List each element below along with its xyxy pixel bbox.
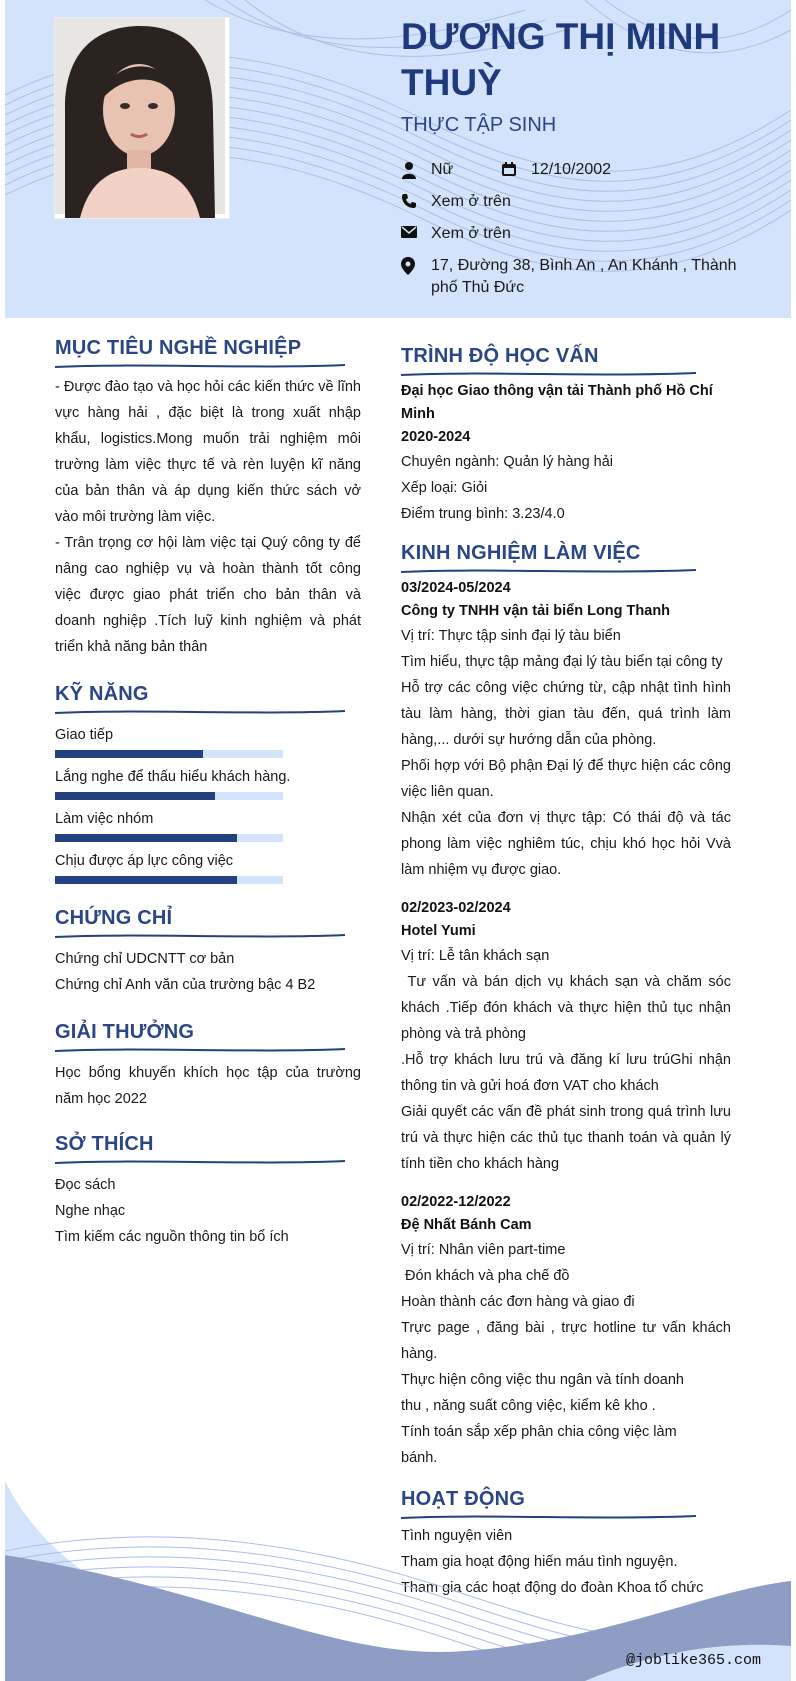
education-rank: Xếp loại: Giỏi	[401, 480, 488, 496]
birthdate-value: 12/10/2002	[531, 161, 612, 178]
awards-section	[55, 1020, 361, 1112]
activity-item: Tham gia các hoạt động do đoàn Khoa tổ chức	[401, 1580, 704, 1596]
section-underline	[55, 1158, 345, 1166]
section-underline	[55, 708, 345, 716]
hobbies-section	[55, 1132, 361, 1250]
education-section	[401, 344, 731, 527]
skill-label: Làm việc nhóm	[55, 811, 154, 827]
objective-title: MỤC TIÊU NGHỀ NGHIỆP	[55, 337, 302, 359]
job-period: 03/2024-05/2024	[401, 580, 511, 596]
objective-paragraph-1: - Được đào tạo và học hỏi các kiến thức về lĩnh vực hàng hải , đặc biệt là trong xuất nhập khẩu, logistics.Mong muốn trải nghiệm môi trường làm việc thực tế và rèn luyện kĩ năng của bản thân và áp dụng kiến thức sách vở vào môi trường làm việc.	[55, 379, 361, 525]
hobby-item: Nghe nhạc	[55, 1203, 126, 1219]
email-row	[401, 223, 511, 245]
job-line: .Hỗ trợ khách lưu trú và đăng kí lưu trúGhi nhận thông tin và gửi hoá đơn VAT cho khách	[401, 1052, 731, 1094]
certificate-item: Chứng chỉ UDCNTT cơ bản	[55, 951, 235, 967]
section-underline	[55, 362, 345, 370]
address-row	[401, 255, 771, 299]
job-line: Hoàn thành các đơn hàng và giao đi	[401, 1294, 635, 1310]
job-line: Vị trí: Thực tập sinh đại lý tàu biển	[401, 628, 621, 644]
job-company: Hotel Yumi	[401, 923, 476, 939]
job-period: 02/2022-12/2022	[401, 1194, 511, 1210]
skills-section	[55, 682, 361, 884]
email-value: Xem ở trên	[431, 225, 511, 242]
skill-label: Lắng nghe để thấu hiểu khách hàng.	[55, 769, 291, 785]
skill-item	[55, 724, 361, 758]
phone-value: Xem ở trên	[431, 193, 511, 210]
skill-bar-fill	[55, 876, 237, 884]
skills-title: KỸ NĂNG	[55, 683, 149, 705]
education-school: Đại học Giao thông vận tải Thành phố Hồ Chí Minh	[401, 383, 713, 422]
job-line: Vị trí: Nhân viên part-time	[401, 1242, 566, 1258]
job-line: Hỗ trợ các công việc chứng từ, cập nhật tình hình tàu làm hàng, thời gian tàu đến, quá trình làm hàng,... dưới sự hướng dẫn của phòng.	[401, 680, 731, 748]
job-line: Vị trí: Lễ tân khách sạn	[401, 948, 550, 964]
job-entry	[401, 577, 731, 883]
birthdate-row	[501, 159, 611, 181]
job-line: bánh.	[401, 1450, 438, 1466]
job-line: Trực page , đăng bài , trực hotline tư vấn khách hàng.	[401, 1320, 731, 1362]
address-value: 17, Đường 38, Bình An , An Khánh , Thành phố Thủ Đức	[431, 257, 737, 296]
skill-item	[55, 808, 361, 842]
objective-section	[55, 336, 361, 660]
job-line: Giải quyết các vấn đề phát sinh trong quá trình lưu trú và thực hiện các thủ tục thanh toán và quản lý tính tiền cho khách hàng	[401, 1104, 731, 1172]
skill-bar	[55, 792, 283, 800]
user-icon	[401, 161, 419, 179]
objective-paragraph-2: - Trân trọng cơ hội làm việc tại Quý công ty để nâng cao nghiệp vụ và hoàn thành tốt công việc được giao phát triển cho bản thân và doanh nghiệp .Tích luỹ kinh nghiệm và phát triển khả năng bản thân	[55, 535, 361, 655]
activity-item: Tình nguyện viên	[401, 1528, 513, 1544]
skill-label: Giao tiếp	[55, 727, 114, 743]
cv-page	[5, 0, 791, 1681]
phone-row	[401, 191, 511, 213]
skills-list	[55, 724, 361, 884]
job-line: Đón khách và pha chế đồ	[401, 1268, 570, 1284]
experience-title: KINH NGHIỆM LÀM VIỆC	[401, 542, 641, 564]
skill-bar	[55, 834, 283, 842]
job-company: Công ty TNHH vận tải biển Long Thanh	[401, 603, 671, 619]
left-column	[55, 336, 361, 1250]
cv-header	[5, 0, 791, 318]
job-line: Tính toán sắp xếp phân chia công việc làm	[401, 1424, 677, 1440]
education-gpa: Điểm trung bình: 3.23/4.0	[401, 506, 565, 522]
education-major: Chuyên ngành: Quản lý hàng hải	[401, 454, 614, 470]
section-underline	[401, 567, 696, 575]
section-underline	[55, 1046, 345, 1054]
skill-item	[55, 766, 361, 800]
job-entry	[401, 897, 736, 1177]
skill-bar-fill	[55, 750, 203, 758]
skill-bar	[55, 876, 283, 884]
job-line: Phối hợp với Bộ phận Đại lý để thực hiện các công việc liên quan.	[401, 758, 731, 800]
activity-item: Tham gia hoạt động hiến máu tình nguyện.	[401, 1554, 678, 1570]
awards-title: GIẢI THƯỞNG	[55, 1021, 195, 1043]
skill-label: Chịu được áp lực công việc	[55, 853, 234, 869]
watermark: @joblike365.com	[625, 1652, 761, 1669]
hobby-item: Đọc sách	[55, 1177, 116, 1193]
job-entry	[401, 1191, 731, 1471]
job-line: Tìm hiểu, thực tập mảng đại lý tàu biển tại công ty	[401, 654, 723, 670]
job-company: Đệ Nhất Bánh Cam	[401, 1217, 532, 1233]
skill-bar-fill	[55, 834, 237, 842]
job-line: thu , năng suất công việc, kiểm kê kho .	[401, 1398, 656, 1414]
award-item: Học bổng khuyến khích học tập của trường năm học 2022	[55, 1065, 361, 1107]
map-pin-icon	[401, 257, 419, 275]
section-underline	[401, 370, 696, 378]
footer-wave-decoration	[5, 1481, 791, 1681]
certificates-title: CHỨNG CHỈ	[55, 907, 173, 929]
skill-bar-fill	[55, 792, 215, 800]
skill-bar	[55, 750, 283, 758]
gender-value: Nữ	[431, 161, 454, 178]
section-underline	[55, 932, 345, 940]
job-line: Thực hiện công việc thu ngân và tính doanh	[401, 1372, 684, 1388]
skill-item	[55, 850, 361, 884]
profile-photo	[55, 18, 229, 218]
calendar-icon	[501, 161, 519, 179]
envelope-icon	[401, 225, 419, 243]
job-line: Nhận xét của đơn vị thực tập: Có thái độ và tác phong làm việc nghiêm túc, chịu khó học hỏi Vvà làm nhiệm vụ được giao.	[401, 810, 731, 878]
hobbies-title: SỞ THÍCH	[55, 1133, 154, 1155]
certificate-item: Chứng chỉ Anh văn của trường bậc 4 B2	[55, 977, 316, 993]
education-years: 2020-2024	[401, 429, 471, 445]
education-title: TRÌNH ĐỘ HỌC VẤN	[401, 345, 599, 367]
candidate-name: DƯƠNG THỊ MINH THUỲ	[401, 16, 721, 103]
job-period: 02/2023-02/2024	[401, 900, 511, 916]
phone-icon	[401, 193, 419, 211]
job-line: Tư vấn và bán dịch vụ khách sạn và chăm sóc khách .Tiếp đón khách và thực hiện thủ tục nhận phòng và trả phòng	[401, 974, 736, 1042]
hobby-item: Tìm kiếm các nguồn thông tin bổ ích	[55, 1229, 289, 1245]
certificates-section	[55, 906, 361, 998]
experience-section	[401, 541, 736, 1471]
activities-title: HOẠT ĐỘNG	[401, 1488, 526, 1510]
candidate-role: THỰC TẬP SINH	[401, 114, 557, 136]
gender-row	[401, 159, 453, 181]
right-column	[401, 344, 736, 1601]
